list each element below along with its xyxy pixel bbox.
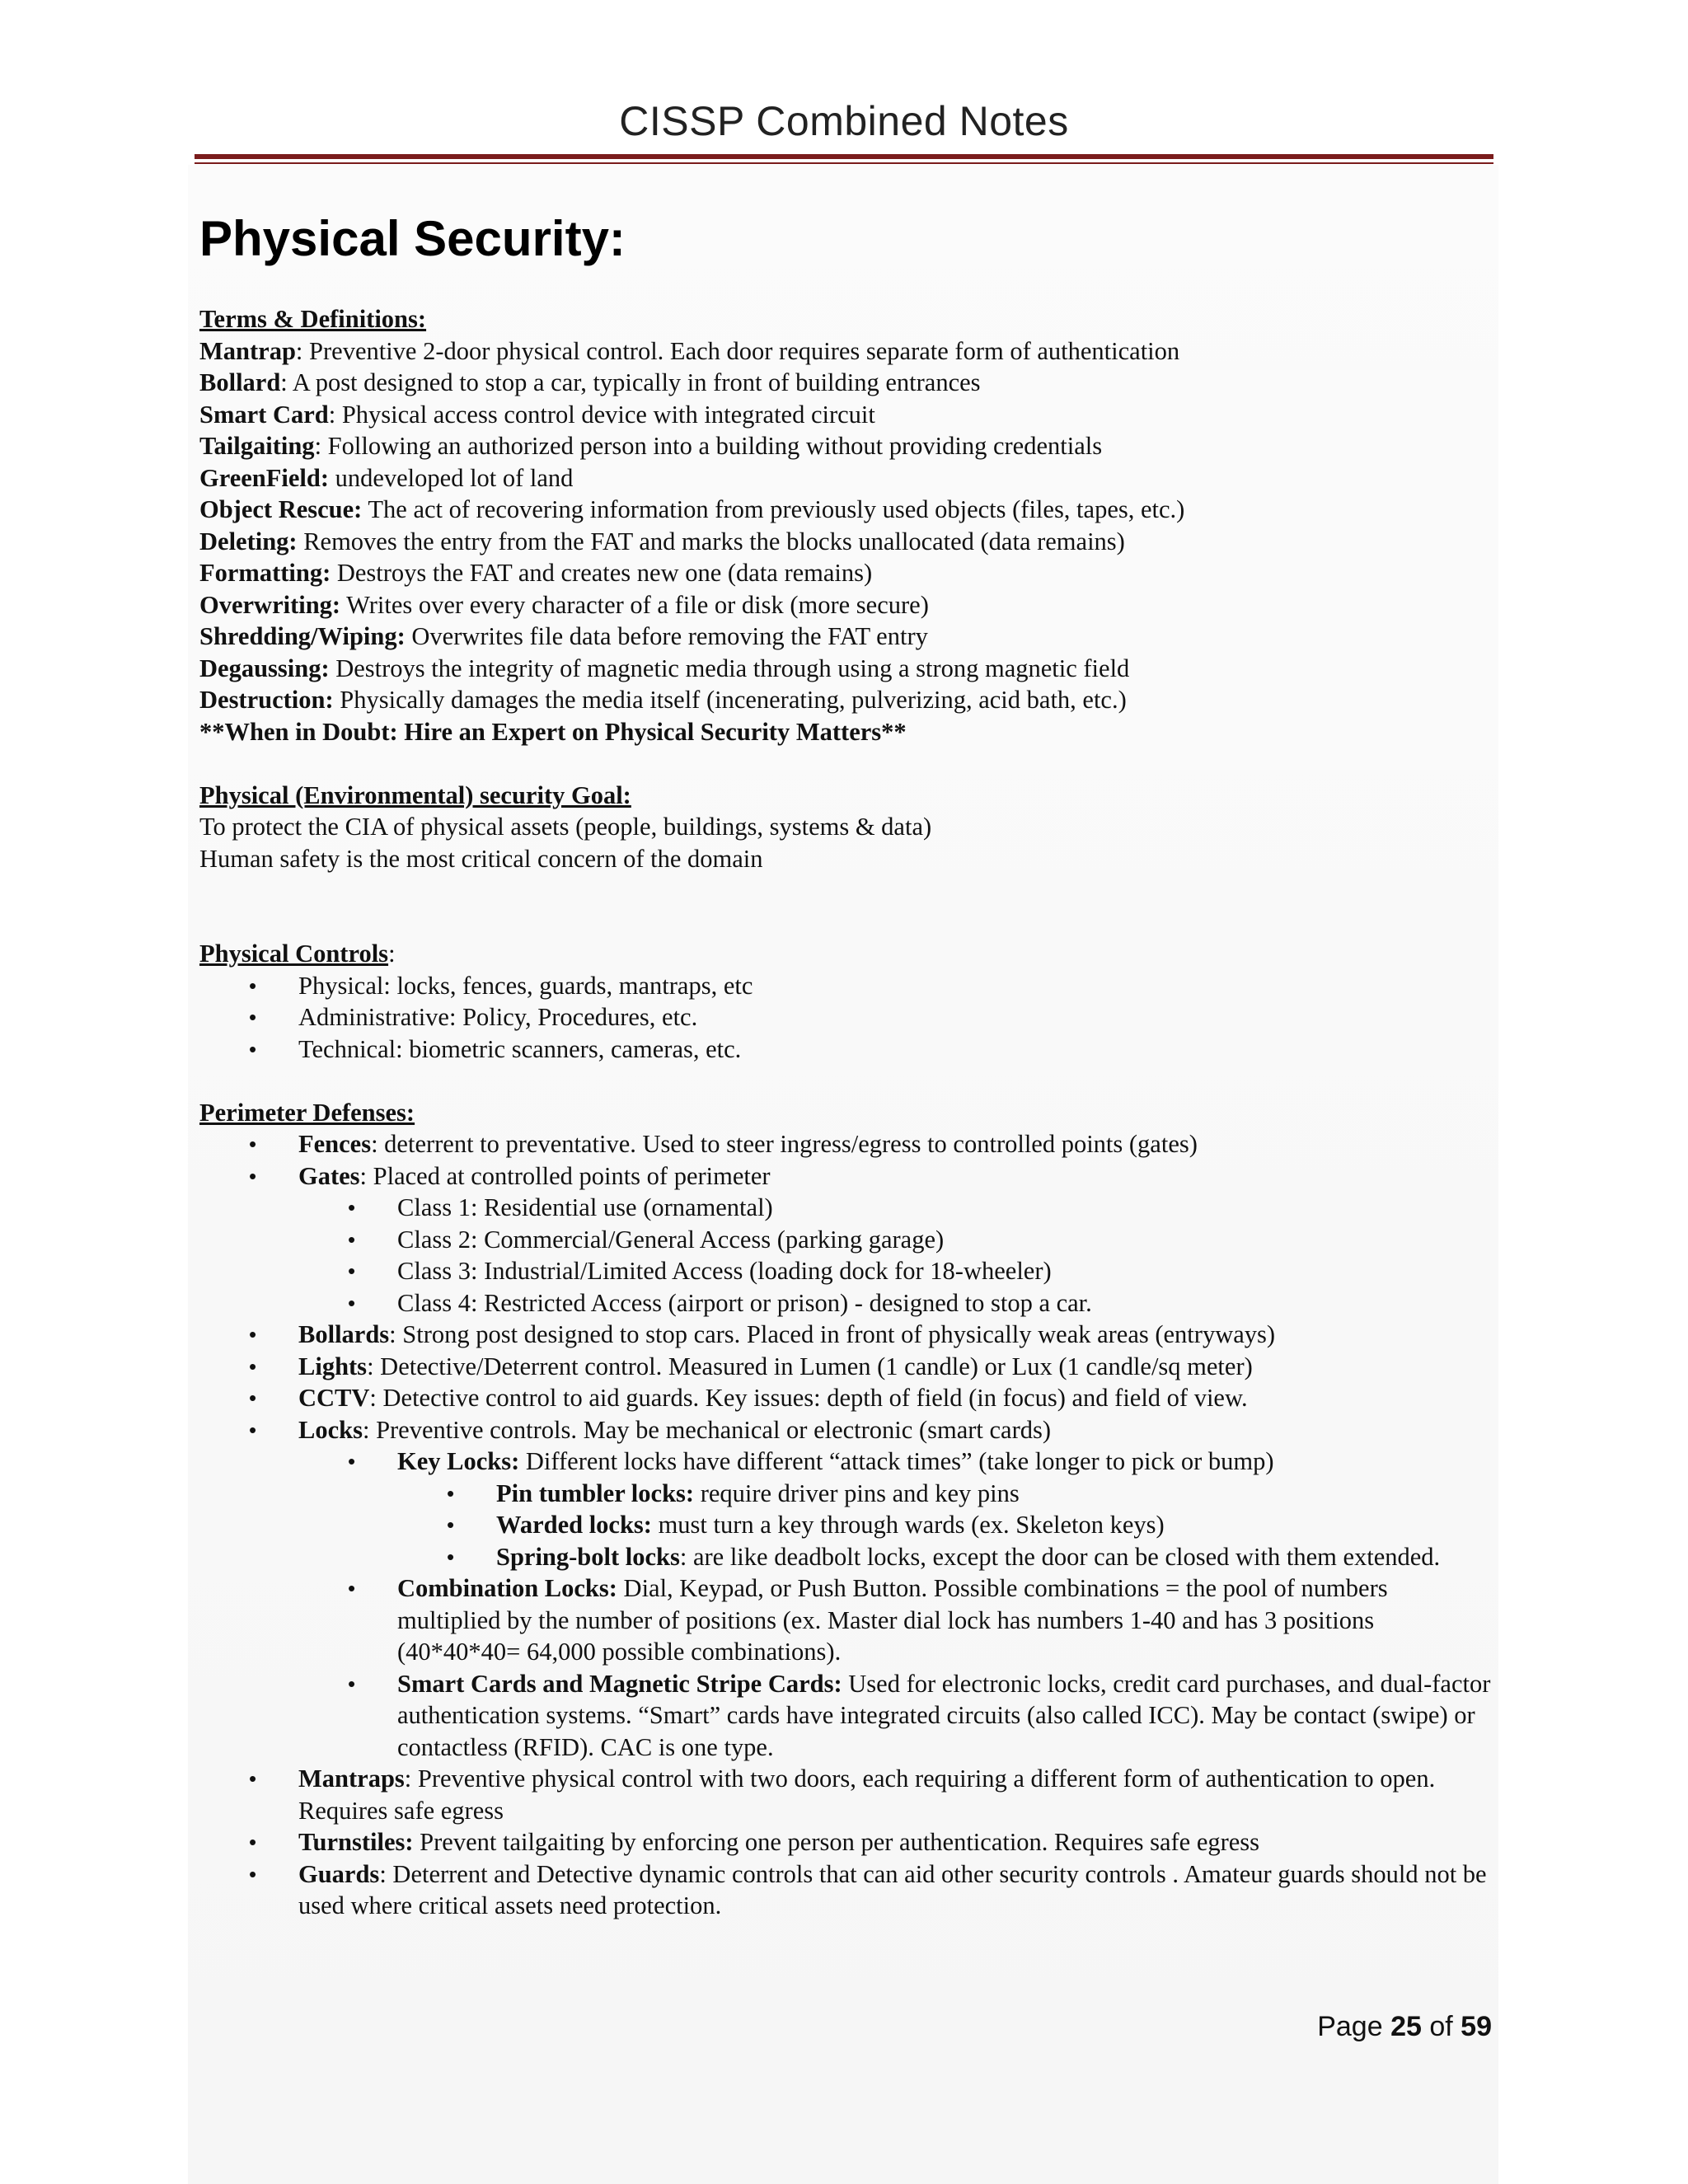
term-def: undeveloped lot of land — [328, 463, 574, 492]
term-def: Removes the entry from the FAT and marks the blocks unallocated (data remains) — [297, 527, 1125, 555]
list-item — [298, 1763, 1493, 1826]
item-def: Used for electronic locks, credit card purchases, and dual-factor authentication systems. “Smart” cards have integrated circuits (also called ICC). May be contact (swipe) or contactless (RFID). CAC is one type. — [397, 1669, 1491, 1761]
item-term: Key Locks: — [397, 1447, 520, 1475]
term-label: Mantrap — [199, 336, 296, 365]
list-item: • Physical: locks, fences, guards, mantraps, etc — [298, 970, 1493, 1002]
list-item — [496, 1478, 1493, 1510]
term-line — [199, 399, 1493, 431]
term-def: Following an authorized person into a building without providing credentials — [321, 432, 1103, 460]
term-def: Preventive 2-door physical control. Each door requires separate form of authentication — [302, 336, 1180, 365]
terms-title: Terms & Definitions: — [199, 305, 427, 333]
item-term: Guards — [298, 1859, 380, 1888]
page-label: Page — [1317, 2011, 1383, 2042]
item-term: Fences — [298, 1130, 372, 1158]
item-term: Turnstiles: — [298, 1828, 414, 1856]
item-term: Bollards — [298, 1320, 390, 1348]
term-line — [199, 494, 1493, 526]
item-term: CCTV — [298, 1384, 370, 1412]
spacer — [199, 748, 1493, 780]
term-def: The act of recovering information from previously used objects (files, tapes, etc.) — [362, 495, 1185, 523]
term-def: Physical access control device with integrated circuit — [335, 400, 875, 429]
term-line — [199, 621, 1493, 653]
spacer — [199, 1065, 1493, 1097]
list-item — [298, 1382, 1493, 1414]
controls-colon: : — [388, 940, 396, 968]
term-sep: : — [328, 400, 336, 429]
terms-note: **When in Doubt: Hire an Expert on Physical Security Matters** — [199, 717, 907, 746]
key-lock-types-list — [397, 1478, 1493, 1573]
list-item: • Class 3: Industrial/Limited Access (loading dock for 18-wheeler) — [397, 1255, 1493, 1287]
controls-title: Physical Controls — [199, 940, 389, 968]
term-def: Destroys the FAT and creates new one (data remains) — [331, 559, 873, 587]
item-def: : Detective control to aid guards. Key issues: depth of field (in focus) and field of view. — [369, 1384, 1248, 1412]
item-def: : Strong post designed to stop cars. Placed in front of physically weak areas (entryways) — [389, 1320, 1276, 1348]
item-def: Dial, Keypad, or Push Button. Possible combinations = the pool of numbers multiplied by the number of positions (ex. Master dial lock has numbers 1-40 and has 3 positions (40*40*40= 64,000 possible combinations). — [397, 1574, 1388, 1666]
header-title: CISSP Combined Notes — [619, 98, 1069, 144]
controls-title-line — [199, 938, 1493, 970]
item-term: Combination Locks: — [397, 1574, 617, 1602]
term-sep: : — [314, 432, 322, 460]
item-term: Spring-bolt locks — [496, 1542, 680, 1571]
term-label: Formatting: — [199, 559, 331, 587]
list-item — [298, 1319, 1493, 1351]
list-item: • Class 1: Residential use (ornamental) — [397, 1192, 1493, 1224]
item-def: : Deterrent and Detective dynamic controls that can aid other security controls . Amateur guards should not be used where critical assets need protection. — [298, 1859, 1487, 1919]
current-page: 25 — [1390, 2011, 1422, 2042]
item-term: Gates — [298, 1161, 360, 1190]
term-def: Destroys the integrity of magnetic media through using a strong magnetic field — [329, 654, 1130, 682]
item-def: : Detective/Deterrent control. Measured in Lumen (1 candle) or Lux (1 candle/sq meter) — [367, 1352, 1253, 1380]
item-def: : Preventive controls. May be mechanical or electronic (smart cards) — [362, 1415, 1051, 1444]
spacer — [199, 874, 1493, 938]
term-label: Deleting: — [199, 527, 298, 555]
locks-list — [298, 1446, 1493, 1763]
item-def: : are like deadbolt locks, except the door can be closed with them extended. — [679, 1542, 1441, 1571]
perimeter-title: Perimeter Defenses: — [199, 1098, 415, 1127]
term-def: A post designed to stop a car, typically in front of building entrances — [287, 368, 981, 396]
page-number — [1317, 2011, 1492, 2043]
item-term: Mantraps — [298, 1765, 405, 1793]
item-def: Different locks have different “attack times” (take longer to pick or bump) — [519, 1447, 1274, 1475]
term-label: Overwriting: — [199, 590, 341, 619]
term-label: Destruction: — [199, 686, 334, 714]
perimeter-list — [199, 1128, 1493, 1922]
controls-list — [199, 970, 1493, 1066]
term-line — [199, 653, 1493, 685]
gate-classes-list — [298, 1192, 1493, 1319]
term-label: Tailgaiting — [199, 432, 315, 460]
goal-title: Physical (Environmental) security Goal: — [199, 780, 631, 809]
term-line — [199, 526, 1493, 558]
term-def: Physically damages the media itself (incenerating, pulverizing, acid bath, etc.) — [333, 686, 1127, 714]
term-def: Writes over every character of a file or disk (more secure) — [340, 590, 929, 619]
list-item — [298, 1128, 1493, 1160]
list-item: • Class 4: Restricted Access (airport or prison) - designed to stop a car. — [397, 1287, 1493, 1319]
term-label: Bollard — [199, 368, 281, 396]
item-term: Locks — [298, 1415, 363, 1444]
term-sep: : — [280, 368, 288, 396]
goal-line: Human safety is the most critical concern of the domain — [199, 844, 763, 873]
list-item — [298, 1826, 1493, 1858]
term-line — [199, 335, 1493, 368]
term-label: Object Rescue: — [199, 495, 363, 523]
term-line — [199, 462, 1493, 494]
item-term: Smart Cards and Magnetic Stripe Cards: — [397, 1669, 842, 1698]
item-def: : Preventive physical control with two doors, each requiring a different form of authentication to open. Requires safe egress — [298, 1765, 1436, 1825]
of-label: of — [1429, 2011, 1453, 2042]
term-line — [199, 589, 1493, 621]
item-def: Prevent tailgaiting by enforcing one person per authentication. Requires safe egress — [413, 1828, 1260, 1856]
list-item: • Administrative: Policy, Procedures, etc. — [298, 1001, 1493, 1033]
list-item — [298, 1351, 1493, 1383]
header-rule-thick — [195, 154, 1493, 159]
list-item — [298, 1160, 1493, 1319]
term-sep: : — [295, 336, 303, 365]
term-line — [199, 557, 1493, 589]
item-term: Warded locks: — [496, 1511, 652, 1539]
list-item — [397, 1446, 1493, 1572]
term-label: Smart Card — [199, 400, 329, 429]
item-term: Pin tumbler locks: — [496, 1479, 695, 1507]
content-body — [199, 303, 1493, 1922]
list-item: • Class 2: Commercial/General Access (parking garage) — [397, 1224, 1493, 1256]
list-item — [397, 1668, 1493, 1764]
term-label: Degaussing: — [199, 654, 330, 682]
list-item: • Technical: biometric scanners, cameras, etc. — [298, 1033, 1493, 1066]
item-def: : deterrent to preventative. Used to steer ingress/egress to controlled points (gates) — [371, 1130, 1198, 1158]
term-label: GreenField: — [199, 463, 329, 492]
item-def: : Placed at controlled points of perimeter — [359, 1161, 771, 1190]
list-item — [397, 1572, 1493, 1668]
item-def: require driver pins and key pins — [694, 1479, 1020, 1507]
term-label: Shredding/Wiping: — [199, 622, 406, 650]
list-item — [298, 1858, 1493, 1922]
term-line — [199, 430, 1493, 462]
list-item — [496, 1509, 1493, 1541]
list-item — [298, 1414, 1493, 1764]
header-rule-thin — [195, 162, 1493, 164]
goal-line: To protect the CIA of physical assets (people, buildings, systems & data) — [199, 813, 932, 841]
term-line — [199, 684, 1493, 716]
list-item — [496, 1541, 1493, 1573]
total-pages: 59 — [1461, 2011, 1492, 2042]
item-term: Lights — [298, 1352, 368, 1380]
page-heading: Physical Security: — [199, 211, 626, 266]
term-line — [199, 367, 1493, 399]
term-def: Overwrites file data before removing the FAT entry — [405, 622, 928, 650]
item-def: must turn a key through wards (ex. Skeleton keys) — [651, 1511, 1165, 1539]
